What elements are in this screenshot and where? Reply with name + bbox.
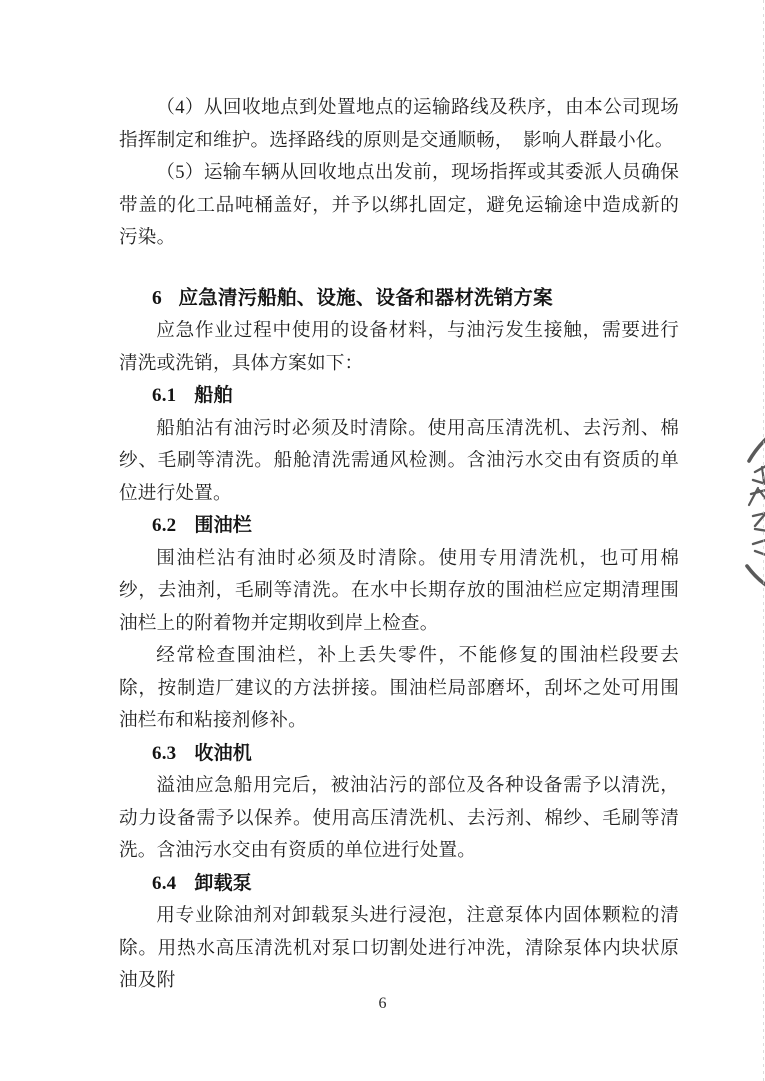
subsection-6-4-title: 卸载泵 <box>194 872 253 894</box>
subsection-6-1-heading <box>152 380 679 413</box>
paragraph-transport-vehicle: （5）运输车辆从回收地点出发前，现场指挥或其委派人员确保带盖的化工品吨桶盖好，并予以绑扎固定，避免运输途中造成新的污染。 <box>119 162 679 248</box>
subsection-6-1-title: 船舶 <box>194 385 233 406</box>
subsection-6-3-title: 收油机 <box>194 742 253 764</box>
subsection-6-2-heading <box>152 510 679 543</box>
subsection-6-3-heading <box>152 738 679 771</box>
edge-seal-mark <box>730 436 765 588</box>
text-column <box>119 92 679 998</box>
subsection-6-3-paragraph: 溢油应急船用完后，被油沾污的部位及各种设备需予以清洗，动力设备需予以保养。使用高压清洗机、去污剂、棉纱、毛刷等清洗。含油污水交由有资质的单位进行处置。 <box>119 775 679 861</box>
subsection-6-4-paragraph: 用专业除油剂对卸载泵头进行浸泡，注意泵体内固体颗粒的清除。用热水高压清洗机对泵口切割处进行冲洗，清除泵体内块状原油及附 <box>119 905 679 991</box>
scan-edge-line <box>763 0 764 1081</box>
subsection-6-1-number: 6.1 <box>152 385 177 406</box>
subsection-6-4-number: 6.4 <box>152 872 177 894</box>
subsection-6-2-number: 6.2 <box>152 515 177 536</box>
section-6-heading <box>152 283 679 316</box>
section-6-intro: 应急作业过程中使用的设备材料，与油污发生接触，需要进行清洗或洗销，具体方案如下： <box>119 320 679 374</box>
subsection-6-2-paragraph-1: 围油栏沾有油时必须及时清除。使用专用清洗机，也可用棉纱，去油剂，毛刷等清洗。在水中长期存放的围油栏应定期清理围油栏上的附着物并定期收到岸上检查。 <box>119 547 679 634</box>
page-number: 6 <box>378 995 387 1012</box>
section-6-title: 应急清污船舶、设施、设备和器材洗销方案 <box>178 287 553 309</box>
paragraph-transport-route: （4）从回收地点到处置地点的运输路线及秩序，由本公司现场指挥制定和维护。选择路线的原则是交通顺畅， 影响人群最小化。 <box>119 97 679 151</box>
subsection-6-2-title: 围油栏 <box>194 515 253 536</box>
section-6-number: 6 <box>152 287 162 309</box>
subsection-6-3-number: 6.3 <box>152 742 177 764</box>
subsection-6-4-heading <box>152 868 679 901</box>
subsection-6-1-paragraph: 船舶沾有油污时必须及时清除。使用高压清洗机、去污剂、棉纱、毛刷等清洗。船舱清洗需通风检测。含油污水交由有资质的单位进行处置。 <box>119 417 679 504</box>
subsection-6-2-paragraph-2: 经常检查围油栏，补上丢失零件，不能修复的围油栏段要去除，按制造厂建议的方法拼接。围油栏局部磨坏，刮坏之处可用围油栏布和粘接剂修补。 <box>119 645 679 731</box>
